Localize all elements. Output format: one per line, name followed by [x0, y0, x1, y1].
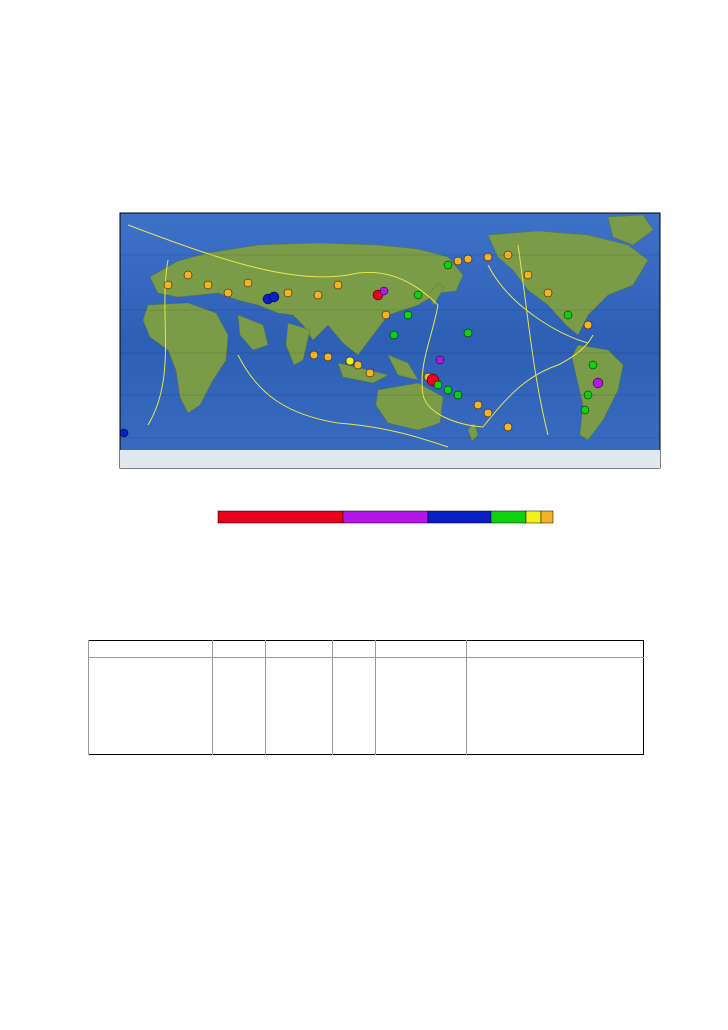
row-magnitude: [376, 706, 467, 722]
header-date[interactable]: [89, 641, 213, 658]
row-date-link[interactable]: [89, 738, 213, 755]
unit-date: [89, 658, 213, 675]
unit-latitude: [213, 658, 266, 675]
depth-scale: [218, 511, 553, 523]
row-longitude: [266, 738, 333, 755]
row-depth: [333, 706, 376, 722]
row-location-link[interactable]: [467, 738, 644, 755]
row-magnitude: [376, 738, 467, 755]
table-units-row: [89, 658, 644, 675]
row-longitude: [266, 722, 333, 738]
row-latitude: [213, 690, 266, 706]
row-location-link[interactable]: [467, 722, 644, 738]
row-longitude: [266, 706, 333, 722]
row-latitude: [213, 706, 266, 722]
row-depth: [333, 690, 376, 706]
earthquake-map: [88, 165, 670, 565]
header-longitude: [266, 641, 333, 658]
unit-depth: [333, 658, 376, 675]
unit-comments: [467, 658, 644, 675]
row-date-link[interactable]: [89, 722, 213, 738]
row-depth: [333, 738, 376, 755]
row-depth: [333, 674, 376, 690]
header-magnitude[interactable]: [376, 641, 467, 658]
table-row: [89, 738, 644, 755]
unit-longitude: [266, 658, 333, 675]
row-magnitude: [376, 722, 467, 738]
row-longitude: [266, 690, 333, 706]
row-location-link[interactable]: [467, 674, 644, 690]
table-row: [89, 690, 644, 706]
table-header-row: [89, 641, 644, 658]
row-date-link[interactable]: [89, 706, 213, 722]
unit-magnitude: [376, 658, 467, 675]
row-magnitude: [376, 690, 467, 706]
table-row: [89, 674, 644, 690]
row-magnitude: [376, 674, 467, 690]
row-date-link[interactable]: [89, 690, 213, 706]
header-comments[interactable]: [467, 641, 644, 658]
header-latitude: [213, 641, 266, 658]
earthquake-map-figure: [88, 165, 670, 565]
row-latitude: [213, 722, 266, 738]
table-row: [89, 722, 644, 738]
row-location-link[interactable]: [467, 690, 644, 706]
row-location-link[interactable]: [467, 706, 644, 722]
row-longitude: [266, 674, 333, 690]
row-latitude: [213, 674, 266, 690]
row-latitude: [213, 738, 266, 755]
row-depth: [333, 722, 376, 738]
header-depth[interactable]: [333, 641, 376, 658]
table-row: [89, 706, 644, 722]
earthquake-table: [88, 640, 644, 755]
row-date-link[interactable]: [89, 674, 213, 690]
